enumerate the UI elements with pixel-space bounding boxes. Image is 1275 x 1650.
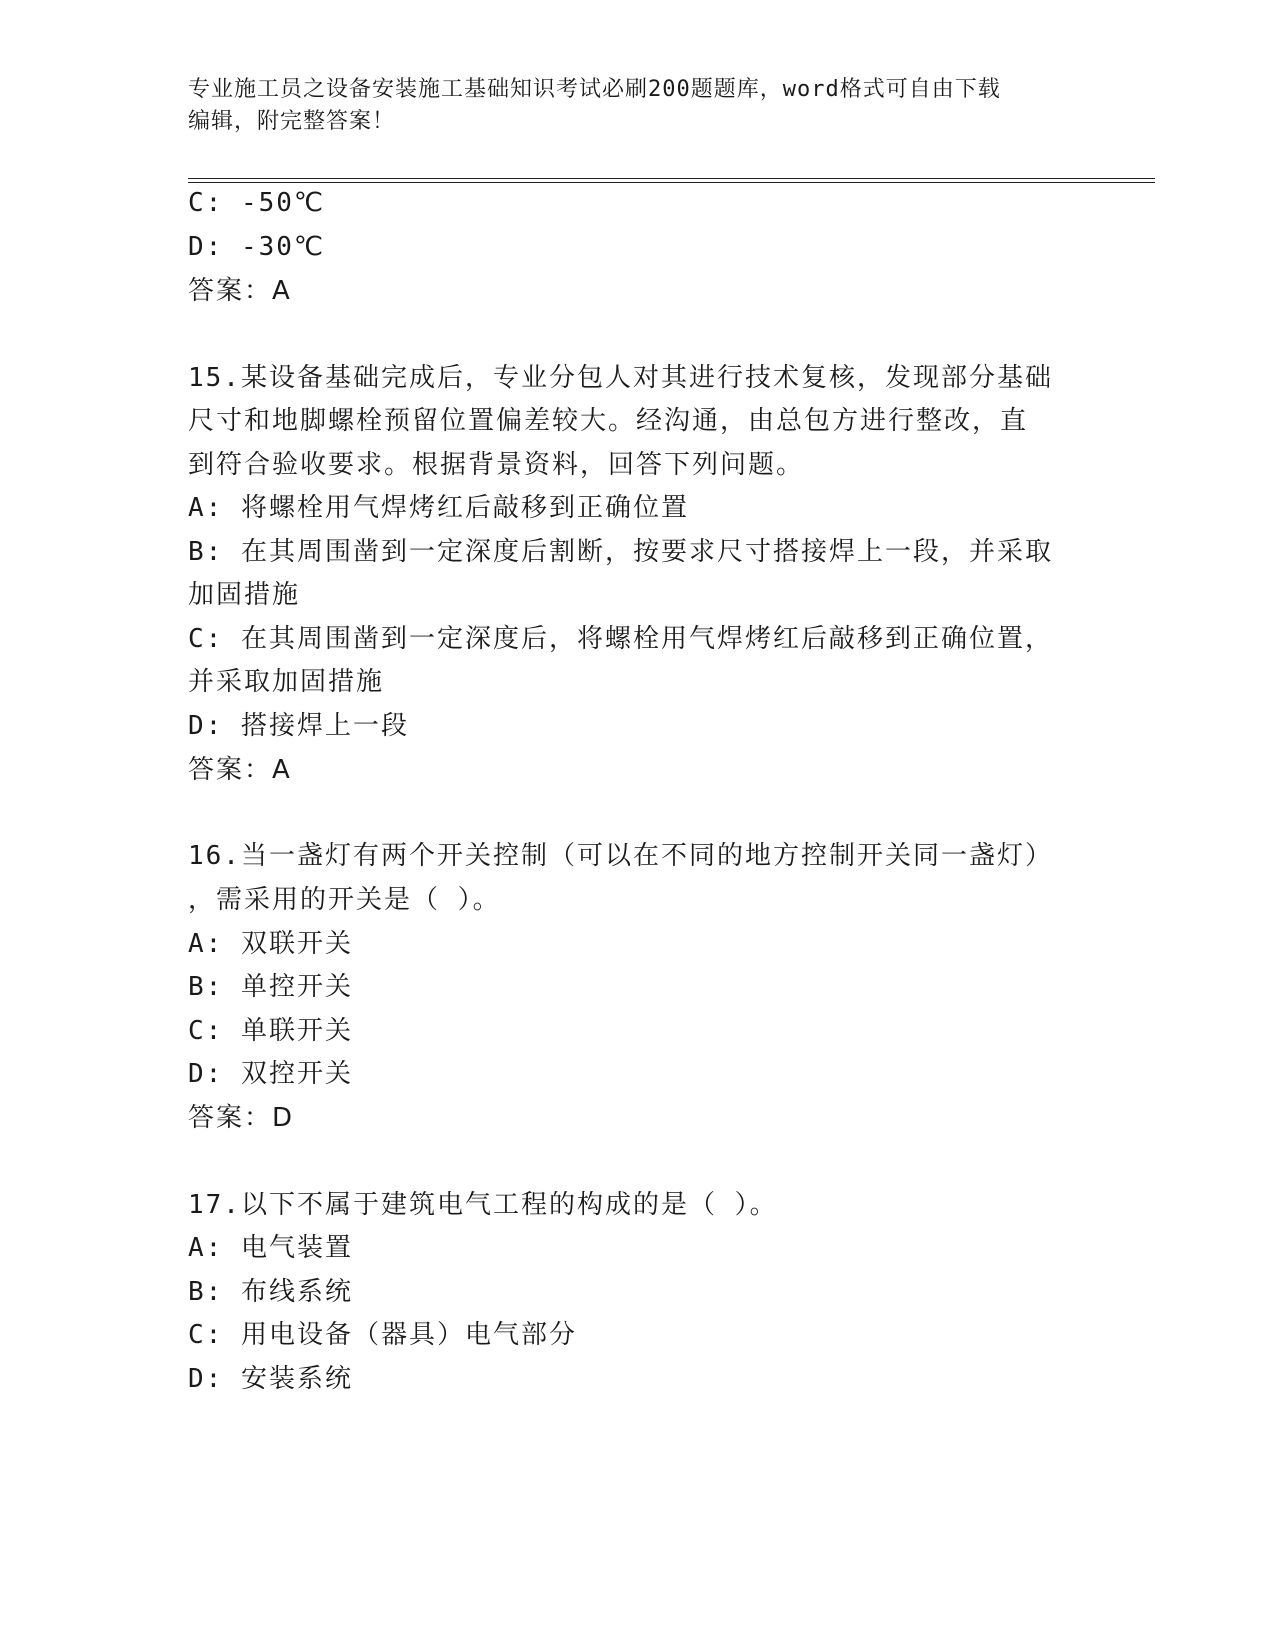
q15-option-d: D: 搭接焊上一段 — [188, 711, 409, 741]
q16-answer: 答案：D — [188, 1103, 295, 1133]
q17-option-b: B: 布线系统 — [188, 1277, 353, 1307]
header-line-2: 编辑，附完整答案！ — [188, 109, 396, 134]
header-line-1: 专业施工员之设备安装施工基础知识考试必刷200题题库，word格式可自由下载 — [188, 77, 1001, 102]
header-divider-top — [188, 178, 1155, 179]
document-header — [188, 74, 1088, 138]
q16-option-d: D: 双控开关 — [188, 1059, 353, 1089]
q14-option-d: D: -30℃ — [188, 232, 326, 262]
q17-stem: 17.以下不属于建筑电气工程的构成的是（ ）。 — [188, 1190, 778, 1220]
q15-option-c-line-1: C: 在其周围凿到一定深度后，将螺栓用气焊烤红后敲移到正确位置， — [188, 624, 1053, 654]
q17-option-a: A: 电气装置 — [188, 1233, 353, 1263]
q15-option-c-line-2: 并采取加固措施 — [188, 667, 385, 697]
q15-stem-line-2: 尺寸和地脚螺栓预留位置偏差较大。经沟通，由总包方进行整改，直 — [188, 406, 1029, 436]
q14-answer: 答案：A — [188, 276, 292, 306]
q14-option-c: C: -50℃ — [188, 188, 326, 218]
q15-stem-line-3: 到符合验收要求。根据背景资料，回答下列问题。 — [188, 450, 805, 480]
q16-stem-line-1: 16.当一盏灯有两个开关控制（可以在不同的地方控制开关同一盏灯） — [188, 841, 1053, 871]
q15-option-b-line-2: 加固措施 — [188, 580, 301, 610]
q15-option-a: A: 将螺栓用气焊烤红后敲移到正确位置 — [188, 493, 689, 523]
header-divider-bottom — [188, 182, 1155, 183]
q16-option-b: B: 单控开关 — [188, 972, 353, 1002]
q16-option-c: C: 单联开关 — [188, 1016, 353, 1046]
q17-option-c: C: 用电设备（器具）电气部分 — [188, 1320, 577, 1350]
q16-option-a: A: 双联开关 — [188, 929, 353, 959]
q16-stem-line-2: ，需采用的开关是（ ）。 — [188, 885, 501, 915]
q15-answer: 答案：A — [188, 755, 292, 785]
q15-option-b-line-1: B: 在其周围凿到一定深度后割断，按要求尺寸搭接焊上一段，并采取 — [188, 537, 1053, 567]
q15-stem-line-1: 15.某设备基础完成后，专业分包人对其进行技术复核，发现部分基础 — [188, 363, 1053, 393]
q17-option-d: D: 安装系统 — [188, 1364, 353, 1394]
